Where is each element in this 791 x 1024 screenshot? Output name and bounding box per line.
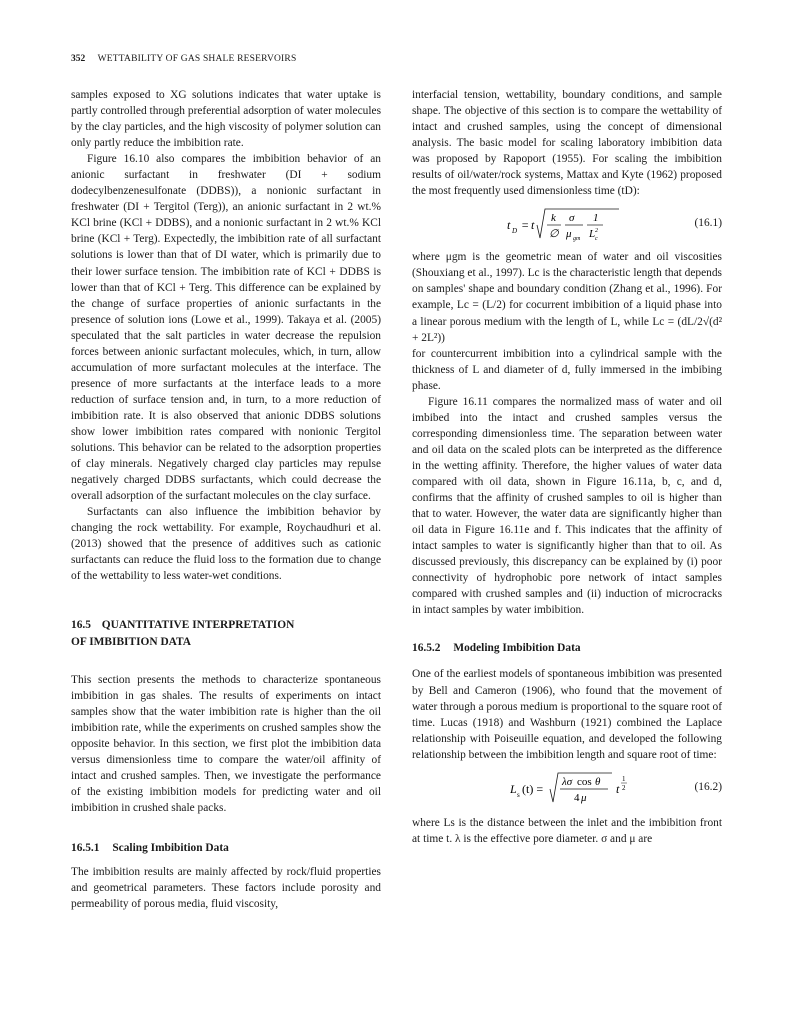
right-column xyxy=(412,87,722,847)
paragraph: One of the earliest models of spontaneous imbibition was presented by Bell and Cameron (1906), who found that the movement of water through a porous medium is proportional to the square root of time. Lucas (1918) and Washburn (1921) combined the Laplace relationship with Poiseuille equation, and developed the following relationship between the imbibition length and square root of time: xyxy=(412,668,722,761)
svg-text:σ: σ xyxy=(569,212,575,225)
equation-16-2 xyxy=(412,763,722,815)
svg-text:t: t xyxy=(616,781,620,796)
section-title-line2: OF IMBIBITION DATA xyxy=(71,635,192,648)
equation-16-2-formula xyxy=(510,769,640,813)
running-title: WETTABILITY OF GAS SHALE RESERVOIRS xyxy=(97,54,297,64)
svg-text:∅: ∅ xyxy=(549,228,559,241)
subsection-number: 16.5.1 xyxy=(71,841,100,854)
page-number: 352 xyxy=(71,54,86,64)
subsection-number: 16.5.2 xyxy=(412,642,441,655)
svg-text:θ: θ xyxy=(595,775,601,788)
paragraph: The imbibition results are mainly affected by rock/fluid properties and geometrical parameters. These factors include porosity and permeability of porous media, fluid viscosity, xyxy=(71,866,381,911)
paragraph: Figure 16.11 compares the normalized mass of water and oil imbibed into the intact and crushed samples versus the corresponding dimensionless time. The separation between water and oil data on the scaled plots can be interpreted as the difference in the wetting affinity. Therefore, the higher values of water data compared with oil data, shown in Figure 16.11a, b, c, and d, confirms that the affinity of crushed samples to oil is higher than that to water. However, the water data are significantly higher than oil data in Figure 16.11e and f. This indicates that the affinity of intact samples to water is significantly higher than that to oil. As discussed previously, this discrepancy can be explained by (i) poor connectivity of hydrophobic pore network of intact samples compared with crushed samples and (ii) induction of microcracks in intact samples by water imbibition. xyxy=(412,395,722,617)
left-column xyxy=(71,87,381,912)
svg-text:cos: cos xyxy=(577,775,592,788)
svg-text:s: s xyxy=(517,790,520,799)
subsection-title: Modeling Imbibition Data xyxy=(453,642,581,655)
svg-text:1: 1 xyxy=(622,774,626,783)
equation-16-1 xyxy=(412,199,722,249)
subsection-heading xyxy=(412,640,722,656)
svg-text:λσ: λσ xyxy=(562,775,573,788)
svg-text:gm: gm xyxy=(573,236,581,243)
svg-text:L: L xyxy=(589,228,596,241)
paragraph: Surfactants can also influence the imbibition behavior by changing the rock wettability. For example, Roychaudhuri et al. (2013) showed that the presence of additives such as cationic surfactants can reduce the fluid loss to the formation due to change of the wettability to less water-wet conditions. xyxy=(71,506,381,583)
svg-text:μ: μ xyxy=(566,228,572,241)
svg-text:μ: μ xyxy=(581,791,587,804)
paragraph: This section presents the methods to characterize spontaneous imbibition in gas shales. The results of experiments on intact samples show that the water imbibition rate is higher than the oil imbibition rate, while the experiments on crushed samples show the opposite behavior. In this section, we first plot the imbibition data versus dimensionless time to compare the water/oil affinity of intact and crushed samples. Then, we investigate the performance of the existing imbibition models for predicting water and oil imbibition in crushed shale packs. xyxy=(71,673,381,814)
svg-text:=: = xyxy=(521,218,530,233)
svg-text:L: L xyxy=(510,781,517,796)
subsection-heading xyxy=(71,840,381,856)
svg-text:D: D xyxy=(512,227,518,236)
paragraph: interfacial tension, wettability, boundary conditions, and sample shape. The objective of this section is to compare the wettability of intact and crushed samples, using the concept of dimensional analysis. The basic model for scaling laboratory imbibition data was proposed by Rapoport (1955). For scaling the imbibition results of oil/water/rock systems, Mattax and Kyte (1962) proposed the most frequently used dimensionless time (tD): xyxy=(412,89,722,198)
svg-text:2: 2 xyxy=(595,228,598,235)
svg-text:2: 2 xyxy=(622,783,626,792)
svg-text:k: k xyxy=(551,212,556,225)
svg-text:t: t xyxy=(507,218,511,233)
running-header xyxy=(71,54,296,64)
section-number: 16.5 xyxy=(71,619,91,632)
svg-text:t: t xyxy=(531,218,535,233)
svg-text:1: 1 xyxy=(593,212,599,225)
paragraph: where μgm is the geometric mean of water and oil viscosities (Shouxiang et al., 1997). Lc is the characteristic length that depends on samples' shape and boundary condition (Zhang et al., 1996). For example, Lc = (L/2) for cocurrent imbibition of a liquid phase into a linear porous medium with the length of L, while Lc = (dL/2√(d² + 2L²)) xyxy=(412,251,722,344)
paragraph: where Ls is the distance between the inlet and the imbibition front at time t. λ is the effective pore diameter. σ and μ are xyxy=(412,816,722,845)
section-title-line1: QUANTITATIVE INTERPRETATION xyxy=(101,619,295,632)
section-heading xyxy=(71,617,381,649)
paragraph: Figure 16.10 also compares the imbibition behavior of an anionic surfactant in freshwater (DI + sodium dodecylbenzenesulfonate (DDBS)), a nonionic surfactant in freshwater (DI + Tergitol (Terg)), an anionic surfactant in 2 wt.% KCl brine (KCl + DDBS), and a nonionic surfactant in 2 wt.% KCl brine (KCl + Terg). Expectedly, the imbibition rate of all surfactant solutions is lower than that of DI water, which is primarily due to their lower surface tension. The imbibition rate of KCl + DDBS is lower than that of KCl + Terg. This difference can be explained by the change of surface properties of anionic surfactants in the presence of solution ions (Lowe et al., 1999). Takaya et al. (2005) speculated that the salt particles in water decrease the repulsion forces between anionic surfactant molecules, which, in turn, allow accumulation of more surfactant molecules at the interface. The presence of more surfactants at the interface leads to a more reduction of surface tension and, in turn, to a more reduction of imbibition rate. It is also observed that anionic DDBS solutions show lower imbibition rates compared with nonionic Tergitol solutions. This behavior can be related to the adsorption properties of clay minerals. Negatively charged clay particles may repulse negatively charged DDBS surfactants, which could decrease the overall adsorption of the surfactant molecules on the clay surface. xyxy=(71,153,381,503)
equation-16-1-formula xyxy=(507,205,627,245)
paragraph: for countercurrent imbibition into a cylindrical sample with the thickness of L and diameter of d, fully immersed in the imbibing phase. xyxy=(412,347,722,392)
svg-text:c: c xyxy=(595,236,598,243)
svg-text:4: 4 xyxy=(574,791,580,804)
paragraph: samples exposed to XG solutions indicates that water uptake is partly controlled through preferential adsorption of water molecules by the clay particles, and the high viscosity of polymer solution can only partly reduce the imbibition rate. xyxy=(71,89,381,150)
equation-16-2-label: (16.2) xyxy=(694,780,722,793)
subsection-title: Scaling Imbibition Data xyxy=(112,841,229,854)
svg-text:(t) =: (t) = xyxy=(522,781,544,796)
equation-16-1-label: (16.1) xyxy=(694,217,722,230)
